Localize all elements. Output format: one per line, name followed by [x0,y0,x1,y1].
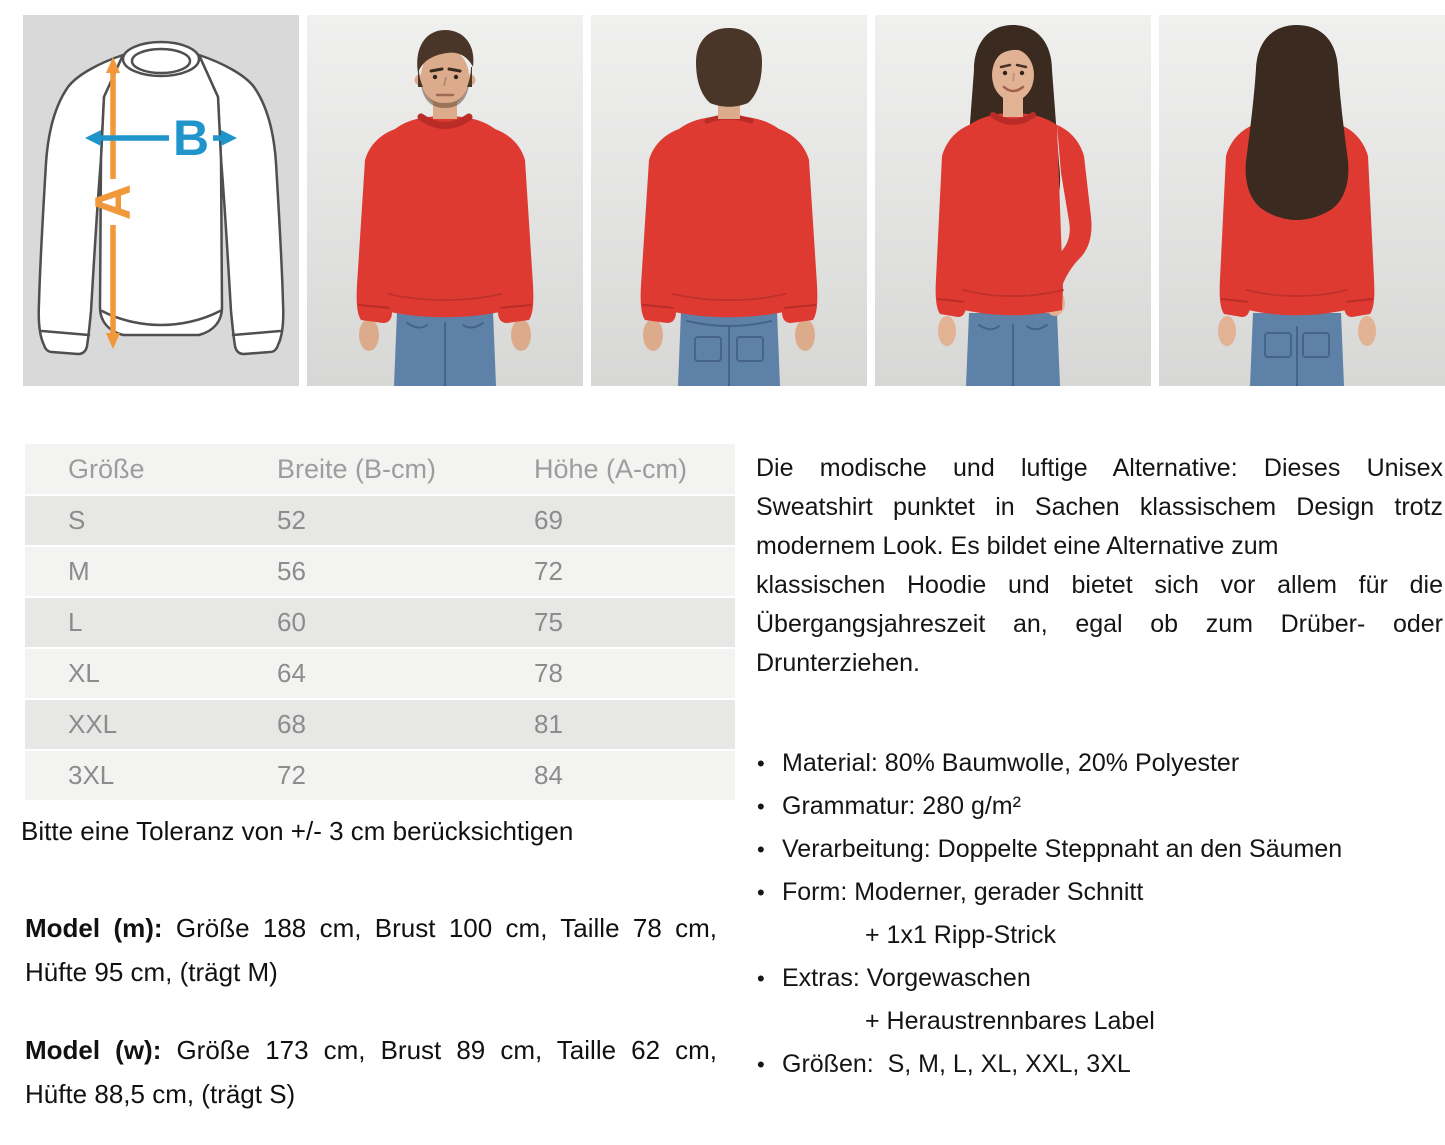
model-w-measurements: Größe 173 cm, Brust 89 cm, Taille 62 cm, [161,1035,717,1065]
tolerance-note: Bitte eine Toleranz von +/- 3 cm berücksichtigen [21,816,574,846]
left-hand [359,319,379,351]
hair-back [696,28,762,107]
height-cell: 72 [534,547,735,596]
collar-outer [123,42,199,76]
description-line: Übergangsjahreszeit an, egal ob zum Drüber- oder [756,610,1443,638]
table-row [25,547,735,596]
size-cell: S [25,496,277,545]
height-cell: 69 [534,496,735,545]
man-back-figure [591,15,867,386]
right-hand [1358,316,1376,346]
height-cell: 75 [534,598,735,647]
feature-text: Grammatur: 280 g/m² [782,792,1021,820]
jeans [1250,313,1344,386]
width-cell: 64 [277,649,534,698]
jeans [966,313,1060,386]
label-a: A [85,183,141,221]
left-hand [1218,316,1236,346]
photo-woman-back [1159,15,1445,386]
bullet-icon: • [757,794,765,819]
man-front-figure [307,15,583,386]
head [992,33,1034,101]
size-diagram [23,15,299,386]
model-m-label: Model (m): [25,913,163,943]
col-header-size: Größe [25,444,277,494]
right-hand [795,319,815,351]
width-cell: 56 [277,547,534,596]
model-m-measurements-2: Hüfte 95 cm, (trägt M) [25,957,278,987]
feature-item [757,785,1445,828]
table-row [25,496,735,545]
feature-item [757,742,1445,785]
model-w-label: Model (w): [25,1035,162,1065]
size-cell: XXL [25,700,277,749]
col-header-width: Breite (B-cm) [277,444,534,494]
feature-text: Material: 80% Baumwolle, 20% Polyester [782,749,1240,777]
feature-item [757,871,1445,957]
height-cell: 81 [534,700,735,749]
height-cell: 78 [534,649,735,698]
feature-text: Form: Moderner, gerader Schnitt [782,878,1144,906]
table-row [25,598,735,647]
left-hand [938,316,956,346]
feature-list [757,742,1445,1086]
description-line: Die modische und luftige Alternative: Dieses Unisex [756,454,1443,482]
size-table-header-row [25,444,735,494]
size-diagram-panel [23,15,299,386]
col-header-height: Höhe (A-cm) [534,444,735,494]
feature-text-continuation: + 1x1 Ripp-Strick [865,921,1057,949]
table-row [25,751,735,800]
feature-text: Verarbeitung: Doppelte Steppnaht an den Säumen [782,835,1343,863]
model-w-note [25,1028,717,1116]
height-cell: 84 [534,751,735,800]
model-m-note [25,906,717,994]
bullet-icon: • [757,837,765,862]
right-hand [511,319,531,351]
jeans [394,311,496,386]
size-table [25,442,735,802]
description-line: klassischen Hoodie und bietet sich vor allem für die [756,571,1443,599]
description-line: Sweatshirt punktet in Sachen klassischem Design trotz [756,493,1443,521]
label-b: B [172,110,210,166]
size-cell: XL [25,649,277,698]
photo-woman-front [875,15,1151,386]
description-line: Drunterziehen. [756,649,920,677]
table-row [25,649,735,698]
description-line: modernem Look. Es bildet eine Alternative zum [756,532,1279,560]
sweatshirt [641,116,818,323]
sweatshirt [357,116,534,323]
bullet-icon: • [757,751,765,776]
jeans [678,311,780,386]
size-cell: M [25,547,277,596]
feature-item [757,1043,1445,1086]
width-cell: 60 [277,598,534,647]
bullet-icon: • [757,1052,765,1077]
feature-text-continuation: + Heraustrennbares Label [865,1007,1155,1035]
size-cell: L [25,598,277,647]
woman-back-figure [1159,15,1445,386]
bullet-icon: • [757,880,765,905]
feature-text: Extras: Vorgewaschen [782,964,1031,992]
hair-back [1246,25,1349,220]
description-paragraph [756,449,1443,683]
model-m-measurements: Größe 188 cm, Brust 100 cm, Taille 78 cm, [162,913,717,943]
bullet-icon: • [757,966,765,991]
feature-item [757,828,1445,871]
width-cell: 68 [277,700,534,749]
table-row [25,700,735,749]
feature-text: Größen: S, M, L, XL, XXL, 3XL [782,1050,1131,1078]
woman-front-figure [875,15,1151,386]
left-hand [643,319,663,351]
sweatshirt-outline [39,42,284,354]
photo-man-back [591,15,867,386]
width-cell: 72 [277,751,534,800]
photo-man-front [307,15,583,386]
feature-item [757,957,1445,1043]
model-w-measurements-2: Hüfte 88,5 cm, (trägt S) [25,1079,296,1109]
width-cell: 52 [277,496,534,545]
size-cell: 3XL [25,751,277,800]
